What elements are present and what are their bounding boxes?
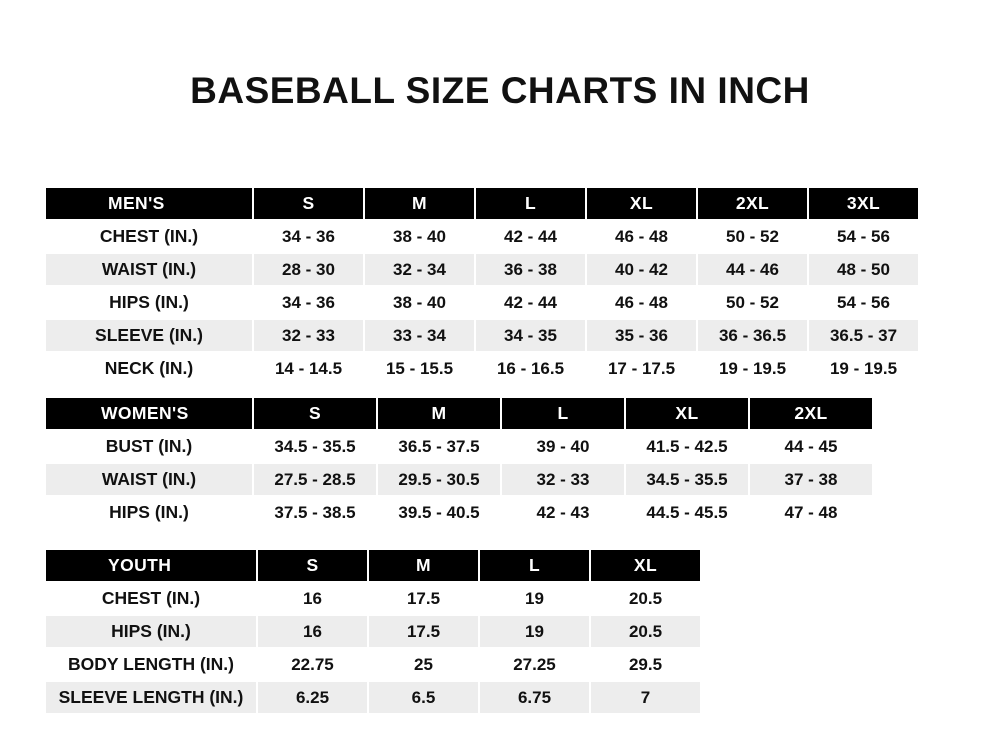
table-cell: 44 - 45 — [749, 430, 873, 463]
youth-size-table — [44, 548, 702, 715]
mens-size-table — [44, 186, 920, 386]
table-cell: 47 - 48 — [749, 496, 873, 529]
table-cell: 17.5 — [368, 582, 479, 615]
column-header: XL — [586, 187, 697, 220]
row-label: WAIST (IN.) — [45, 463, 253, 496]
column-header: MEN'S — [45, 187, 253, 220]
table-cell: 40 - 42 — [586, 253, 697, 286]
table-cell: 34 - 36 — [253, 220, 364, 253]
column-header: WOMEN'S — [45, 397, 253, 430]
table-cell: 27.25 — [479, 648, 590, 681]
page-title: BASEBALL SIZE CHARTS IN INCH — [190, 70, 810, 111]
table-cell: 46 - 48 — [586, 220, 697, 253]
column-header: M — [377, 397, 501, 430]
table-cell: 34 - 36 — [253, 286, 364, 319]
table-cell: 22.75 — [257, 648, 368, 681]
table-cell: 20.5 — [590, 615, 701, 648]
table-cell: 37.5 - 38.5 — [253, 496, 377, 529]
column-header: YOUTH — [45, 549, 257, 582]
table-cell: 50 - 52 — [697, 286, 808, 319]
table-cell: 34 - 35 — [475, 319, 586, 352]
table-cell: 41.5 - 42.5 — [625, 430, 749, 463]
column-header: 2XL — [697, 187, 808, 220]
table-cell: 35 - 36 — [586, 319, 697, 352]
table-cell: 42 - 44 — [475, 286, 586, 319]
table-cell: 27.5 - 28.5 — [253, 463, 377, 496]
table-cell: 39 - 40 — [501, 430, 625, 463]
row-label: WAIST (IN.) — [45, 253, 253, 286]
table-row — [45, 352, 919, 385]
column-header: XL — [590, 549, 701, 582]
table-cell: 44.5 - 45.5 — [625, 496, 749, 529]
column-header: M — [368, 549, 479, 582]
table-cell: 17.5 — [368, 615, 479, 648]
table-cell: 29.5 - 30.5 — [377, 463, 501, 496]
row-label: SLEEVE (IN.) — [45, 319, 253, 352]
table-cell: 38 - 40 — [364, 286, 475, 319]
table-cell: 54 - 56 — [808, 286, 919, 319]
table-row — [45, 496, 873, 529]
table-cell: 44 - 46 — [697, 253, 808, 286]
table-cell: 19 - 19.5 — [808, 352, 919, 385]
table-row — [45, 220, 919, 253]
table-cell: 42 - 43 — [501, 496, 625, 529]
table-cell: 34.5 - 35.5 — [253, 430, 377, 463]
table-cell: 36.5 - 37 — [808, 319, 919, 352]
table-cell: 28 - 30 — [253, 253, 364, 286]
table-cell: 20.5 — [590, 582, 701, 615]
row-label: BODY LENGTH (IN.) — [45, 648, 257, 681]
row-label: SLEEVE LENGTH (IN.) — [45, 681, 257, 714]
table-cell: 42 - 44 — [475, 220, 586, 253]
column-header: XL — [625, 397, 749, 430]
table-cell: 15 - 15.5 — [364, 352, 475, 385]
table-cell: 34.5 - 35.5 — [625, 463, 749, 496]
table-cell: 39.5 - 40.5 — [377, 496, 501, 529]
table-cell: 6.25 — [257, 681, 368, 714]
column-header: S — [253, 397, 377, 430]
youth-size-chart — [44, 548, 702, 715]
column-header: L — [479, 549, 590, 582]
table-cell: 17 - 17.5 — [586, 352, 697, 385]
column-header: S — [257, 549, 368, 582]
table-row — [45, 253, 919, 286]
table-cell: 50 - 52 — [697, 220, 808, 253]
row-label: CHEST (IN.) — [45, 220, 253, 253]
table-cell: 19 — [479, 582, 590, 615]
table-cell: 14 - 14.5 — [253, 352, 364, 385]
table-cell: 6.75 — [479, 681, 590, 714]
table-cell: 36 - 36.5 — [697, 319, 808, 352]
table-cell: 7 — [590, 681, 701, 714]
table-cell: 46 - 48 — [586, 286, 697, 319]
table-header-row — [45, 549, 701, 582]
table-cell: 6.5 — [368, 681, 479, 714]
table-cell: 19 - 19.5 — [697, 352, 808, 385]
table-cell: 33 - 34 — [364, 319, 475, 352]
table-cell: 48 - 50 — [808, 253, 919, 286]
table-cell: 37 - 38 — [749, 463, 873, 496]
table-cell: 32 - 33 — [253, 319, 364, 352]
table-cell: 29.5 — [590, 648, 701, 681]
table-cell: 19 — [479, 615, 590, 648]
table-row — [45, 430, 873, 463]
womens-size-chart — [44, 396, 874, 530]
table-cell: 32 - 33 — [501, 463, 625, 496]
table-cell: 16 — [257, 615, 368, 648]
table-cell: 16 - 16.5 — [475, 352, 586, 385]
table-row — [45, 463, 873, 496]
column-header: S — [253, 187, 364, 220]
mens-size-chart — [44, 186, 920, 386]
table-row — [45, 648, 701, 681]
column-header: 3XL — [808, 187, 919, 220]
table-row — [45, 319, 919, 352]
table-cell: 25 — [368, 648, 479, 681]
table-cell: 36.5 - 37.5 — [377, 430, 501, 463]
table-row — [45, 681, 701, 714]
row-label: NECK (IN.) — [45, 352, 253, 385]
row-label: BUST (IN.) — [45, 430, 253, 463]
table-header-row — [45, 397, 873, 430]
row-label: HIPS (IN.) — [45, 496, 253, 529]
table-cell: 38 - 40 — [364, 220, 475, 253]
column-header: 2XL — [749, 397, 873, 430]
table-row — [45, 615, 701, 648]
table-cell: 16 — [257, 582, 368, 615]
column-header: L — [475, 187, 586, 220]
table-row — [45, 582, 701, 615]
column-header: M — [364, 187, 475, 220]
table-header-row — [45, 187, 919, 220]
row-label: CHEST (IN.) — [45, 582, 257, 615]
table-cell: 54 - 56 — [808, 220, 919, 253]
table-cell: 32 - 34 — [364, 253, 475, 286]
table-cell: 36 - 38 — [475, 253, 586, 286]
row-label: HIPS (IN.) — [45, 286, 253, 319]
table-row — [45, 286, 919, 319]
womens-size-table — [44, 396, 874, 530]
row-label: HIPS (IN.) — [45, 615, 257, 648]
column-header: L — [501, 397, 625, 430]
